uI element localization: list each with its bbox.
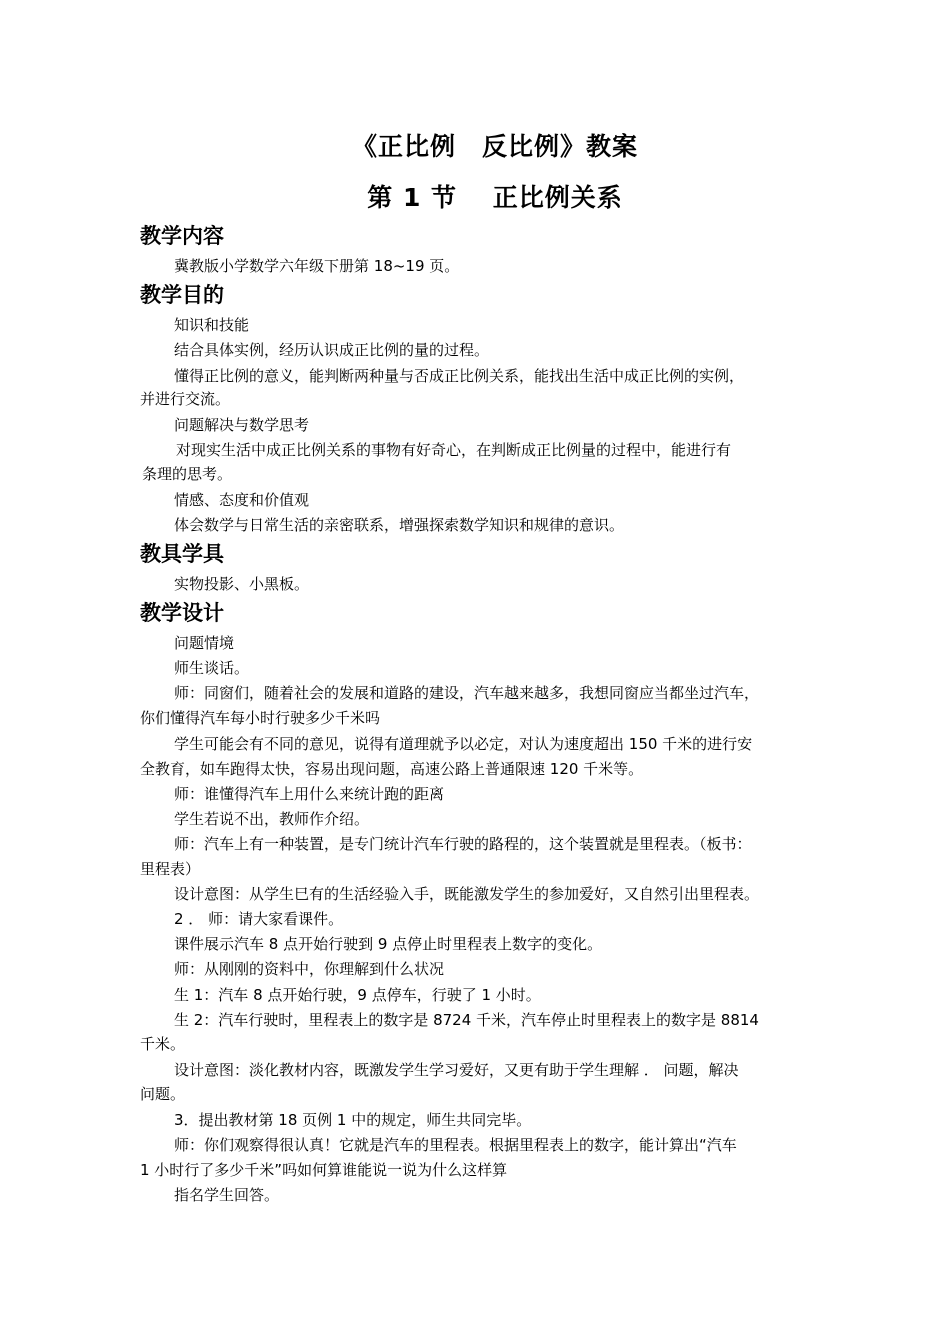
heading-teaching-content: 教学内容 bbox=[140, 224, 224, 248]
paragraph-line: 结合具体实例，经历认识成正比例的量的过程。 bbox=[174, 341, 490, 359]
subheading-attitude-values: 情感、态度和价值观 bbox=[174, 491, 310, 509]
paragraph-line: 全教育，如车跑得太快，容易出现问题，高速公路上普通限速 120 千米等。 bbox=[140, 760, 644, 778]
paragraph-line: 师：同窗们，随着社会的发展和道路的建设，汽车越来越多，我想同窗应当都坐过汽车， bbox=[174, 684, 760, 702]
paragraph-line: 对现实生活中成正比例关系的事物有好奇心，在判断成正比例量的过程中，能进行有 bbox=[176, 441, 732, 459]
paragraph-line: 师：从刚刚的资料中，你理解到什么状况 bbox=[174, 960, 445, 978]
heading-teaching-design: 教学设计 bbox=[140, 601, 224, 625]
paragraph-line: 师：你们观察得很认真！它就是汽车的里程表。根据里程表上的数字，能计算出“汽车 bbox=[174, 1136, 737, 1154]
paragraph-line: 学生可能会有不同的意见，说得有道理就予以必定，对认为速度超出 150 千米的进行安 bbox=[174, 735, 753, 753]
subheading-problem-situation: 问题情境 bbox=[174, 634, 235, 652]
paragraph-line: 体会数学与日常生活的亲密联系，增强探索数学知识和规律的意识。 bbox=[174, 516, 625, 534]
paragraph-line: 千米。 bbox=[140, 1035, 186, 1053]
paragraph-line: 实物投影、小黑板。 bbox=[174, 575, 310, 593]
subheading-problem-solving: 问题解决与数学思考 bbox=[174, 416, 310, 434]
paragraph-line: 里程表） bbox=[140, 860, 201, 878]
section-title: 第 1 节 正比例关系 bbox=[367, 183, 623, 212]
paragraph-line: 师生谈话。 bbox=[174, 659, 250, 677]
document-title: 《正比例 反比例》教案 bbox=[351, 132, 638, 161]
paragraph-line: 课件展示汽车 8 点开始行驶到 9 点停止时里程表上数字的变化。 bbox=[174, 935, 603, 953]
paragraph-line: 生 2：汽车行驶时，里程表上的数字是 8724 千米，汽车停止时里程表上的数字是 8814 bbox=[174, 1011, 759, 1029]
paragraph-line: 懂得正比例的意义，能判断两种量与否成正比例关系，能找出生活中成正比例的实例， bbox=[174, 367, 745, 385]
paragraph-line: 并进行交流。 bbox=[140, 390, 231, 408]
paragraph-line: 问题。 bbox=[140, 1085, 186, 1103]
heading-teaching-tools: 教具学具 bbox=[140, 542, 224, 566]
paragraph-line: 生 1：汽车 8 点开始行驶，9 点停车，行驶了 1 小时。 bbox=[174, 986, 541, 1004]
paragraph-line: 3．提出教材第 18 页例 1 中的规定，师生共同完毕。 bbox=[174, 1111, 532, 1129]
paragraph-line: 设计意图：淡化教材内容，既激发学生学习爱好，又更有助于学生理解 ． 问题，解决 bbox=[174, 1061, 739, 1079]
paragraph-line: 师：谁懂得汽车上用什么来统计跑的距离 bbox=[174, 785, 445, 803]
heading-teaching-objectives: 教学目的 bbox=[140, 283, 224, 307]
paragraph-line: 2 ． 师：请大家看课件。 bbox=[174, 910, 344, 928]
paragraph-line: 设计意图：从学生巳有的生活经验入手，既能激发学生的参加爱好，又自然引出里程表。 bbox=[174, 885, 760, 903]
paragraph-line: 条理的思考。 bbox=[142, 465, 233, 483]
paragraph-line: 学生若说不出，教师作介绍。 bbox=[174, 810, 370, 828]
paragraph-line: 师：汽车上有一种装置，是专门统计汽车行驶的路程的，这个装置就是里程表。（板书： bbox=[174, 835, 752, 853]
paragraph-line: 指名学生回答。 bbox=[174, 1186, 280, 1204]
paragraph-line: 1 小时行了多少千米”吗如何算谁能说一说为什么这样算 bbox=[140, 1161, 508, 1179]
paragraph-line: 你们懂得汽车每小时行驶多少千米吗 bbox=[140, 709, 381, 727]
subheading-knowledge-skills: 知识和技能 bbox=[174, 316, 250, 334]
paragraph-line: 冀教版小学数学六年级下册第 18~19 页。 bbox=[174, 257, 460, 275]
